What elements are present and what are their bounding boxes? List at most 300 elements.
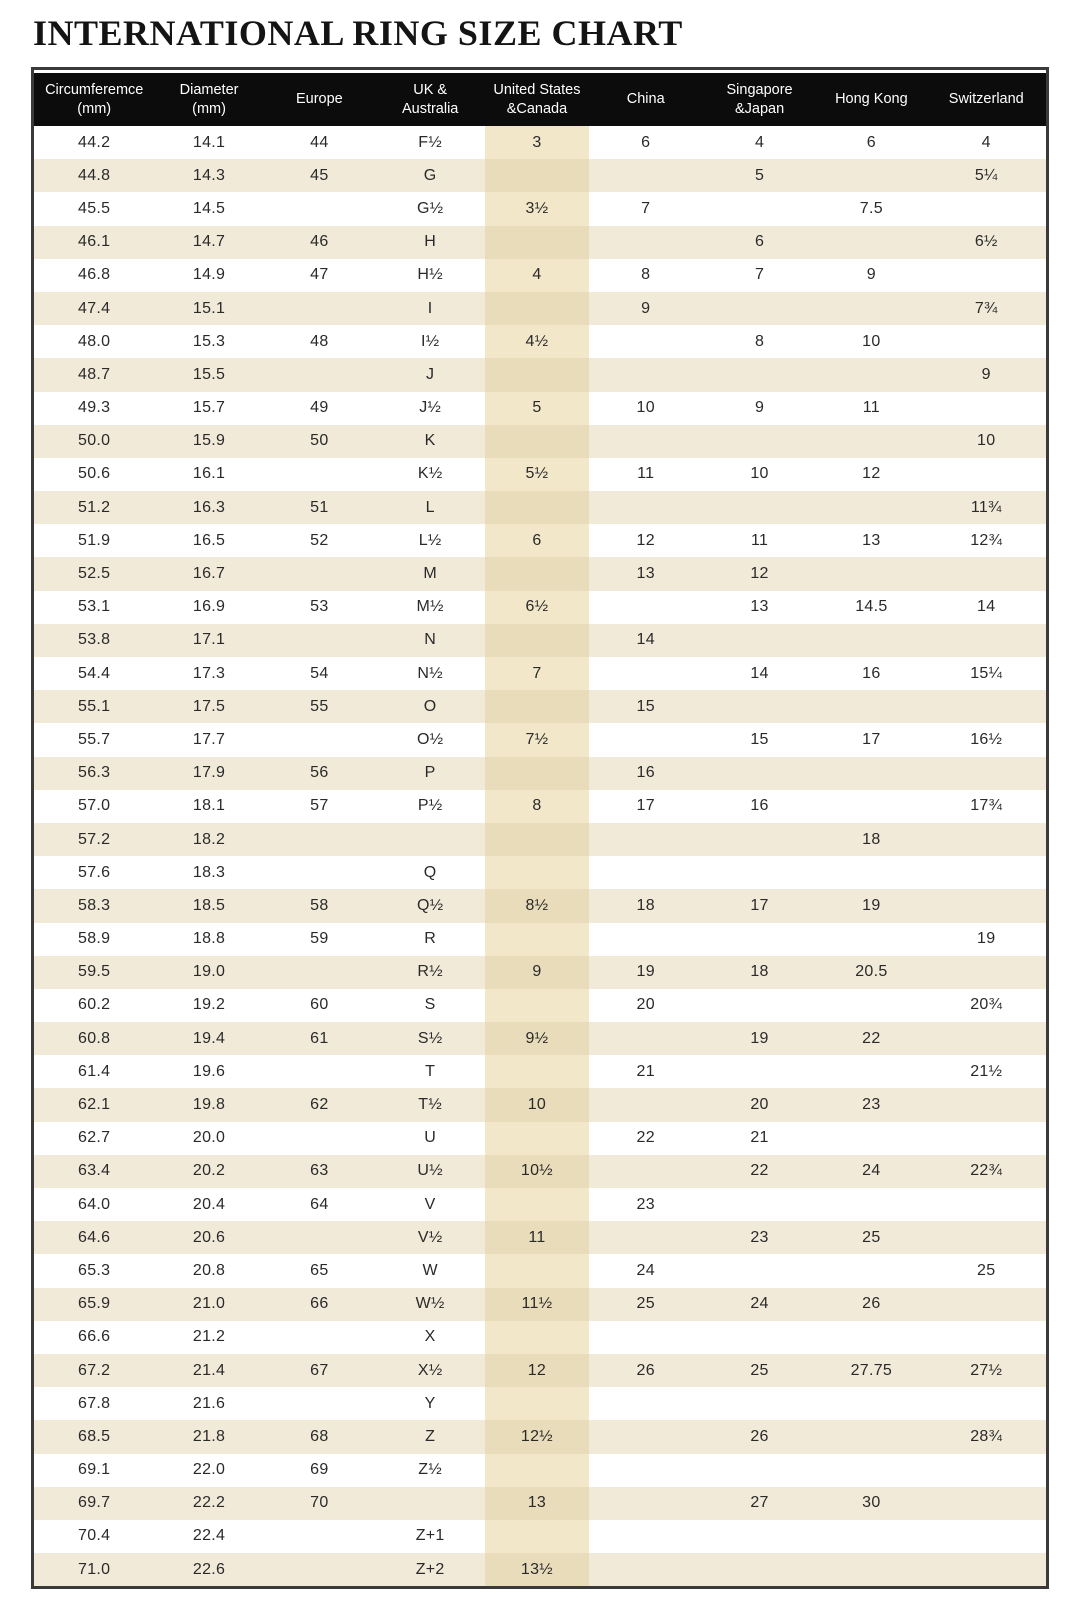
cell xyxy=(816,1055,926,1088)
cell: 6 xyxy=(754,233,765,251)
cell xyxy=(485,557,588,590)
cell xyxy=(703,823,816,856)
cell xyxy=(589,856,703,889)
cell: 14.1 xyxy=(192,133,226,151)
cell: 14 xyxy=(750,664,769,682)
cell: 44.8 xyxy=(78,166,111,184)
table-row xyxy=(34,1022,1046,1055)
cell: 19.6 xyxy=(192,1062,226,1080)
cell xyxy=(375,1487,485,1520)
cell: 57 xyxy=(310,797,329,815)
cell: 13 xyxy=(485,1487,588,1520)
table-row xyxy=(34,1420,1046,1453)
cell: 25 xyxy=(636,1295,655,1313)
header-row xyxy=(34,73,1046,126)
cell xyxy=(485,989,588,1022)
cell: 20.8 xyxy=(192,1261,226,1279)
cell: 60.2 xyxy=(78,996,111,1014)
cell xyxy=(485,690,588,723)
cell: 22.0 xyxy=(192,1461,226,1479)
cell xyxy=(703,690,816,723)
cell: 21.4 xyxy=(192,1361,226,1379)
table-row xyxy=(34,1188,1046,1221)
cell: 26 xyxy=(862,1295,881,1313)
cell: 52 xyxy=(310,531,329,549)
cell: 58 xyxy=(310,896,329,914)
cell: R½ xyxy=(417,963,443,981)
cell: U xyxy=(424,1129,437,1147)
cell: 5¼ xyxy=(974,166,998,184)
cell: 11 xyxy=(485,1221,588,1254)
cell: G xyxy=(423,166,437,184)
table-row xyxy=(34,956,1046,989)
cell: 51 xyxy=(310,498,329,516)
table-row xyxy=(34,1454,1046,1487)
table-row xyxy=(34,1221,1046,1254)
cell: 16½ xyxy=(970,730,1003,748)
cell: 16 xyxy=(636,764,655,782)
cell xyxy=(816,159,926,192)
cell: 9 xyxy=(485,956,588,989)
cell xyxy=(485,856,588,889)
cell: 47 xyxy=(310,266,329,284)
column-header-europe: Europe xyxy=(264,73,375,126)
cell: 21.6 xyxy=(192,1394,226,1412)
cell xyxy=(703,923,816,956)
cell: 62.1 xyxy=(78,1096,111,1114)
cell xyxy=(927,1321,1046,1354)
cell: 9 xyxy=(866,266,876,284)
cell: 16.3 xyxy=(192,498,226,516)
cell: 10 xyxy=(862,332,881,350)
column-header-united-states-canada: United States &Canada xyxy=(485,73,588,126)
table-row xyxy=(34,989,1046,1022)
cell: 51.9 xyxy=(78,531,111,549)
cell: T½ xyxy=(418,1096,443,1114)
cell: Z+2 xyxy=(415,1560,445,1578)
cell xyxy=(703,856,816,889)
column-header-circumferemce-mm: Circumferemce (mm) xyxy=(34,73,154,126)
cell: G½ xyxy=(416,199,444,217)
cell xyxy=(703,624,816,657)
cell xyxy=(264,1553,375,1586)
cell: 7 xyxy=(754,266,765,284)
cell xyxy=(589,823,703,856)
cell: 53 xyxy=(310,598,329,616)
cell: 10½ xyxy=(485,1155,588,1188)
cell: 22 xyxy=(862,1029,881,1047)
table-row xyxy=(34,1520,1046,1553)
cell xyxy=(927,690,1046,723)
cell: 44.2 xyxy=(78,133,111,151)
cell xyxy=(703,192,816,225)
cell xyxy=(927,1487,1046,1520)
table-row xyxy=(34,392,1046,425)
cell: 15 xyxy=(636,697,655,715)
cell: 70.4 xyxy=(78,1527,111,1545)
cell: 14.9 xyxy=(192,266,226,284)
cell: 26 xyxy=(636,1361,655,1379)
cell xyxy=(264,1321,375,1354)
cell: 62.7 xyxy=(78,1129,111,1147)
cell: 18.1 xyxy=(192,797,226,815)
cell xyxy=(927,392,1046,425)
cell: 65 xyxy=(310,1261,329,1279)
cell: 12½ xyxy=(485,1420,588,1453)
cell xyxy=(816,1520,926,1553)
cell xyxy=(485,1520,588,1553)
cell xyxy=(589,159,703,192)
cell: 17.7 xyxy=(192,730,226,748)
cell: 67.8 xyxy=(78,1394,111,1412)
table-row xyxy=(34,458,1046,491)
cell xyxy=(375,823,485,856)
cell: 67.2 xyxy=(78,1361,111,1379)
cell: 21.2 xyxy=(192,1328,226,1346)
cell: 20¾ xyxy=(970,996,1003,1014)
cell xyxy=(589,358,703,391)
cell: 7½ xyxy=(485,723,588,756)
cell: 22.6 xyxy=(192,1560,226,1578)
cell: 26 xyxy=(750,1427,769,1445)
cell: 17.1 xyxy=(192,631,226,649)
cell: 4 xyxy=(981,133,991,151)
cell: 16.9 xyxy=(192,598,226,616)
cell: 18.3 xyxy=(192,863,226,881)
cell xyxy=(703,1553,816,1586)
cell xyxy=(927,458,1046,491)
cell: 69 xyxy=(310,1461,329,1479)
cell: 18 xyxy=(636,896,655,914)
cell: 57.2 xyxy=(78,830,111,848)
cell: J xyxy=(426,365,435,383)
cell xyxy=(589,723,703,756)
cell xyxy=(589,1387,703,1420)
cell xyxy=(485,1122,588,1155)
cell: 15.5 xyxy=(192,365,226,383)
cell: Z+1 xyxy=(415,1527,445,1545)
cell: 20.6 xyxy=(192,1228,226,1246)
cell: 17.5 xyxy=(192,697,226,715)
cell xyxy=(589,1155,703,1188)
cell: 54 xyxy=(310,664,329,682)
cell xyxy=(485,1254,588,1287)
cell: 30 xyxy=(862,1494,881,1512)
cell: 50.0 xyxy=(78,432,111,450)
cell: 9 xyxy=(754,399,765,417)
cell: 19 xyxy=(636,963,655,981)
table-row xyxy=(34,723,1046,756)
table-row xyxy=(34,823,1046,856)
cell: 22.2 xyxy=(192,1494,226,1512)
column-header-singapore-japan: Singapore &Japan xyxy=(703,73,816,126)
cell: P xyxy=(424,764,436,782)
cell: 5 xyxy=(754,166,765,184)
cell: 7 xyxy=(641,199,651,217)
cell: 13 xyxy=(636,565,655,583)
cell xyxy=(264,1387,375,1420)
cell xyxy=(703,1454,816,1487)
cell: 61.4 xyxy=(78,1062,111,1080)
cell: K xyxy=(424,432,436,450)
cell: 57.6 xyxy=(78,863,111,881)
cell: U½ xyxy=(417,1162,443,1180)
cell xyxy=(927,1022,1046,1055)
cell xyxy=(589,1088,703,1121)
cell: 14.5 xyxy=(855,598,888,616)
table-header xyxy=(34,73,1046,126)
page-title: INTERNATIONAL RING SIZE CHART xyxy=(33,13,683,53)
cell xyxy=(816,690,926,723)
cell xyxy=(816,1420,926,1453)
cell: 60 xyxy=(310,996,329,1014)
cell: 13½ xyxy=(485,1553,588,1586)
cell xyxy=(816,425,926,458)
cell xyxy=(264,1055,375,1088)
cell: 21½ xyxy=(970,1062,1003,1080)
ring-size-table-frame xyxy=(31,67,1049,1589)
table-row xyxy=(34,425,1046,458)
cell: 53.1 xyxy=(78,598,111,616)
cell: 4 xyxy=(754,133,765,151)
cell: 19 xyxy=(977,930,996,948)
cell: R xyxy=(424,930,437,948)
cell xyxy=(816,1321,926,1354)
cell: 19.2 xyxy=(192,996,226,1014)
cell: 9½ xyxy=(485,1022,588,1055)
cell: 18 xyxy=(862,830,881,848)
table-row xyxy=(34,690,1046,723)
cell: 10 xyxy=(485,1088,588,1121)
cell: P½ xyxy=(417,797,443,815)
cell: 27.75 xyxy=(850,1361,893,1379)
cell: 48 xyxy=(310,332,329,350)
cell xyxy=(816,1122,926,1155)
cell xyxy=(927,557,1046,590)
cell: S xyxy=(424,996,436,1014)
table-row xyxy=(34,1487,1046,1520)
cell: 6½ xyxy=(974,233,998,251)
cell: 19.0 xyxy=(192,963,226,981)
cell xyxy=(816,624,926,657)
cell xyxy=(816,292,926,325)
table-row xyxy=(34,126,1046,159)
cell: 63 xyxy=(310,1162,329,1180)
cell xyxy=(927,192,1046,225)
cell xyxy=(589,1454,703,1487)
cell xyxy=(927,823,1046,856)
cell: 12 xyxy=(750,565,769,583)
cell: 22 xyxy=(750,1162,769,1180)
cell: 17 xyxy=(636,797,655,815)
cell: 4 xyxy=(485,259,588,292)
cell: 64.6 xyxy=(78,1228,111,1246)
cell: 7 xyxy=(485,657,588,690)
cell: Q xyxy=(423,863,437,881)
cell: 56 xyxy=(310,764,329,782)
cell xyxy=(589,1022,703,1055)
cell: 10 xyxy=(977,432,996,450)
cell: 17¾ xyxy=(970,797,1003,815)
cell xyxy=(816,226,926,259)
cell: F½ xyxy=(418,133,443,151)
cell xyxy=(264,1122,375,1155)
cell: 16.5 xyxy=(192,531,226,549)
cell: 59.5 xyxy=(78,963,111,981)
cell: 11 xyxy=(637,465,655,483)
cell: 28¾ xyxy=(970,1427,1003,1445)
cell: 25 xyxy=(750,1361,769,1379)
cell: 11 xyxy=(862,399,880,417)
cell: X xyxy=(424,1328,436,1346)
cell: 56.3 xyxy=(78,764,111,782)
table-row xyxy=(34,624,1046,657)
cell: 68 xyxy=(310,1427,329,1445)
cell xyxy=(816,790,926,823)
cell xyxy=(927,325,1046,358)
cell: 23 xyxy=(750,1228,769,1246)
cell: O xyxy=(423,697,437,715)
cell xyxy=(816,1454,926,1487)
cell xyxy=(589,325,703,358)
cell: 52.5 xyxy=(78,565,111,583)
cell xyxy=(816,491,926,524)
cell: 49 xyxy=(310,399,329,417)
table-row xyxy=(34,358,1046,391)
cell: 63.4 xyxy=(78,1162,111,1180)
cell xyxy=(589,923,703,956)
table-row xyxy=(34,1354,1046,1387)
cell: 22 xyxy=(636,1129,655,1147)
cell xyxy=(927,856,1046,889)
cell: 15 xyxy=(750,730,769,748)
cell: 5½ xyxy=(485,458,588,491)
cell xyxy=(589,1553,703,1586)
cell: 27 xyxy=(750,1494,769,1512)
cell xyxy=(264,192,375,225)
cell xyxy=(703,1321,816,1354)
cell xyxy=(264,292,375,325)
table-row xyxy=(34,657,1046,690)
cell: 71.0 xyxy=(78,1560,111,1578)
cell: 7.5 xyxy=(859,199,883,217)
cell: M xyxy=(423,565,437,583)
cell xyxy=(703,1188,816,1221)
cell xyxy=(264,624,375,657)
column-header-switzerland: Switzerland xyxy=(927,73,1046,126)
cell: 15¼ xyxy=(970,664,1003,682)
cell xyxy=(485,624,588,657)
cell xyxy=(703,757,816,790)
cell xyxy=(703,1055,816,1088)
cell: 20.4 xyxy=(192,1195,226,1213)
cell: 65.9 xyxy=(78,1295,111,1313)
cell: 21.0 xyxy=(192,1295,226,1313)
cell: 23 xyxy=(862,1096,881,1114)
cell: 6½ xyxy=(485,591,588,624)
table-row xyxy=(34,159,1046,192)
cell: 55 xyxy=(310,697,329,715)
cell: J½ xyxy=(419,399,442,417)
cell: 19 xyxy=(750,1029,769,1047)
cell xyxy=(485,358,588,391)
cell: 46.1 xyxy=(78,233,111,251)
cell: H½ xyxy=(417,266,443,284)
table-row xyxy=(34,1254,1046,1287)
cell xyxy=(485,1188,588,1221)
cell: N xyxy=(424,631,437,649)
cell xyxy=(703,292,816,325)
cell xyxy=(927,259,1046,292)
cell: 16.1 xyxy=(192,465,226,483)
cell: 14.3 xyxy=(192,166,226,184)
cell: 12 xyxy=(636,531,655,549)
column-header-uk-australia: UK & Australia xyxy=(375,73,485,126)
table-row xyxy=(34,1155,1046,1188)
cell: 18 xyxy=(750,963,769,981)
cell: 16.7 xyxy=(192,565,226,583)
cell: 3 xyxy=(485,126,588,159)
cell: I xyxy=(427,299,433,317)
cell xyxy=(485,292,588,325)
cell: 14 xyxy=(636,631,655,649)
table-row xyxy=(34,192,1046,225)
cell: 14.7 xyxy=(192,233,226,251)
table-row xyxy=(34,889,1046,922)
cell: 58.9 xyxy=(78,930,111,948)
cell: 17 xyxy=(750,896,769,914)
cell xyxy=(703,989,816,1022)
cell: K½ xyxy=(417,465,443,483)
cell xyxy=(816,1387,926,1420)
cell: H xyxy=(424,233,437,251)
cell xyxy=(485,1055,588,1088)
cell xyxy=(589,1321,703,1354)
cell xyxy=(485,425,588,458)
cell xyxy=(589,1520,703,1553)
cell xyxy=(927,1088,1046,1121)
cell xyxy=(927,757,1046,790)
cell: W xyxy=(422,1261,438,1279)
cell: 12 xyxy=(862,465,881,483)
cell xyxy=(264,557,375,590)
cell: 11 xyxy=(750,531,769,549)
cell xyxy=(927,1553,1046,1586)
cell: 55.7 xyxy=(78,730,111,748)
table-row xyxy=(34,259,1046,292)
table-row xyxy=(34,923,1046,956)
cell xyxy=(703,491,816,524)
cell: 24 xyxy=(750,1295,769,1313)
cell: 19 xyxy=(862,896,881,914)
cell: 21 xyxy=(750,1129,769,1147)
cell: 5 xyxy=(485,392,588,425)
cell: 61 xyxy=(310,1029,329,1047)
cell: 6 xyxy=(641,133,651,151)
cell xyxy=(927,1520,1046,1553)
cell xyxy=(485,1454,588,1487)
cell: V xyxy=(424,1195,436,1213)
cell: 3½ xyxy=(485,192,588,225)
cell: 20 xyxy=(636,996,655,1014)
cell xyxy=(816,1254,926,1287)
cell: 9 xyxy=(641,299,651,317)
cell: 65.3 xyxy=(78,1261,111,1279)
cell xyxy=(485,823,588,856)
cell: 12 xyxy=(485,1354,588,1387)
cell: 6 xyxy=(866,133,876,151)
cell xyxy=(927,889,1046,922)
